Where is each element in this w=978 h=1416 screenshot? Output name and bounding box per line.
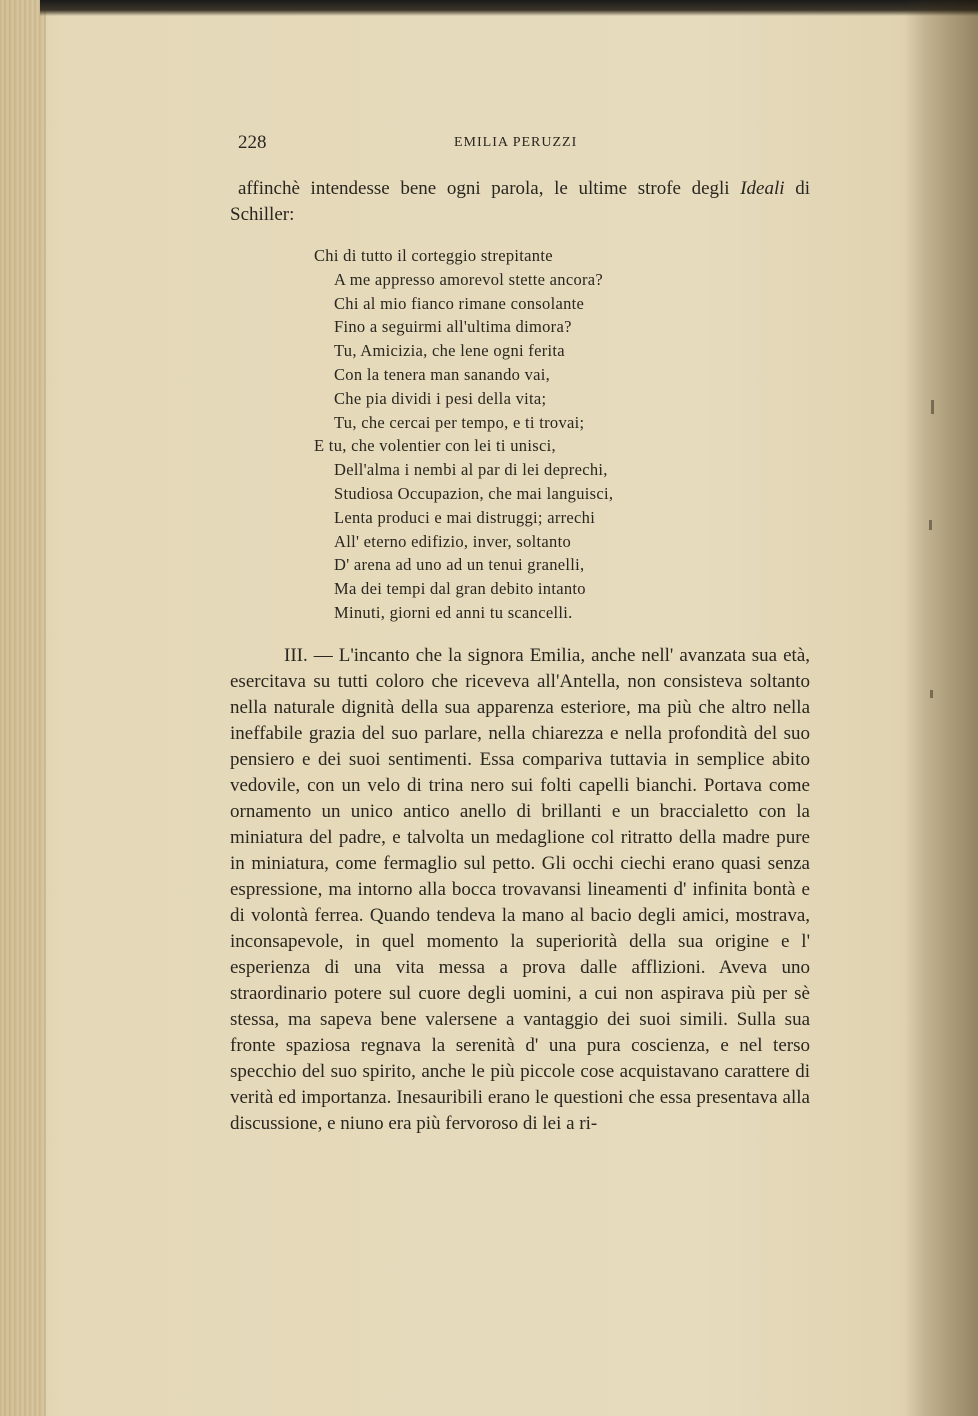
poem-line: Ma dei tempi dal gran debito intanto	[334, 579, 586, 599]
poem-line: Con la tenera man sanando vai,	[334, 364, 551, 384]
margin-mark	[930, 690, 933, 698]
poem-block	[314, 244, 734, 625]
poem-line: Tu, Amicizia, che lene ogni ferita	[334, 341, 565, 361]
poem-line: Minuti, giorni ed anni tu scancelli.	[334, 602, 573, 622]
poem-line: All' eterno edifizio, inver, soltanto	[334, 531, 572, 551]
intro-text-after: di Schiller:	[230, 178, 810, 225]
margin-mark	[931, 400, 934, 414]
poem-line: E tu, che volentier con lei ti unisci,	[314, 436, 556, 456]
page-header	[238, 132, 806, 158]
poem-line: Che pia dividi i pesi della vita;	[334, 388, 547, 408]
page-number: 228	[238, 132, 267, 153]
poem-line: Tu, che cercai per tempo, e ti trovai;	[334, 412, 585, 432]
poem-line: Studiosa Occupazion, che mai languisci,	[334, 483, 614, 503]
poem-line: D' arena ad uno ad un tenui granelli,	[334, 555, 585, 575]
page-gutter-shadow	[905, 0, 978, 1416]
intro-paragraph	[230, 176, 810, 228]
poem-line: Lenta produci e mai distruggi; arrechi	[334, 507, 596, 527]
scan-top-border	[40, 0, 978, 16]
poem-line: Chi di tutto il corteggio strepitante	[314, 246, 553, 265]
intro-text-before: affinchè intendesse bene ogni parola, le ultime strofe degli	[238, 178, 741, 199]
body-paragraph-text: III. — L'incanto che la signora Emilia, anche nell' avanzata sua età, esercitava su tutti coloro che riceveva all'Antella, non consisteva soltanto nella naturale dignità della sua apparenza esteriore, ma più che altro nella ineffabile grazia del suo parlare, nella chiarezza e nella profondità del suo pensiero e dei suoi sentimenti. Essa compariva tuttavia in semplice abito vedovile, con un velo di trina nero sui folti capelli bianchi. Portava come ornamento un unico antico anello di brillanti e un braccialetto con la miniatura del padre, e talvolta un medaglione col ritratto della madre pure in miniatura, come fermaglio sul petto. Gli occhi ciechi erano quasi senza espressione, ma intorno alla bocca trovavansi lineamenti d' infinita bontà e di volontà ferrea. Quando tendeva la mano al bacio degli amici, mostrava, inconsapevole, in quel momento la superiorità della sua origine e l' esperienza di una vita messa a prova dalle afflizioni. Aveva uno straordinario potere sul cuore degli uomini, a cui non aspirava più per sè stessa, ma sapeva bene valersene a vantaggio dei suoi simili. Sulla sua fronte spaziosa regnava la serenità d' una pura coscienza, e nel terso specchio del suo spirito, anche le più piccole cose acquistavano carattere di verità ed importanza. Inesauribili erano le questioni che essa presentava alla discussione, e niuno era più fervoroso di lei a ri-	[230, 645, 810, 1134]
body-paragraph	[230, 643, 810, 1137]
poem-line: Fino a seguirmi all'ultima dimora?	[334, 317, 572, 337]
poem-line: Dell'alma i nembi al par di lei deprechi,	[334, 460, 608, 480]
margin-mark	[929, 520, 932, 530]
page-edge-left	[0, 0, 46, 1416]
running-title: EMILIA PERUZZI	[454, 135, 578, 150]
poem-line: Chi al mio fianco rimane consolante	[334, 293, 585, 313]
intro-title-italic: Ideali	[740, 178, 785, 199]
poem-line: A me appresso amorevol stette ancora?	[334, 269, 604, 289]
